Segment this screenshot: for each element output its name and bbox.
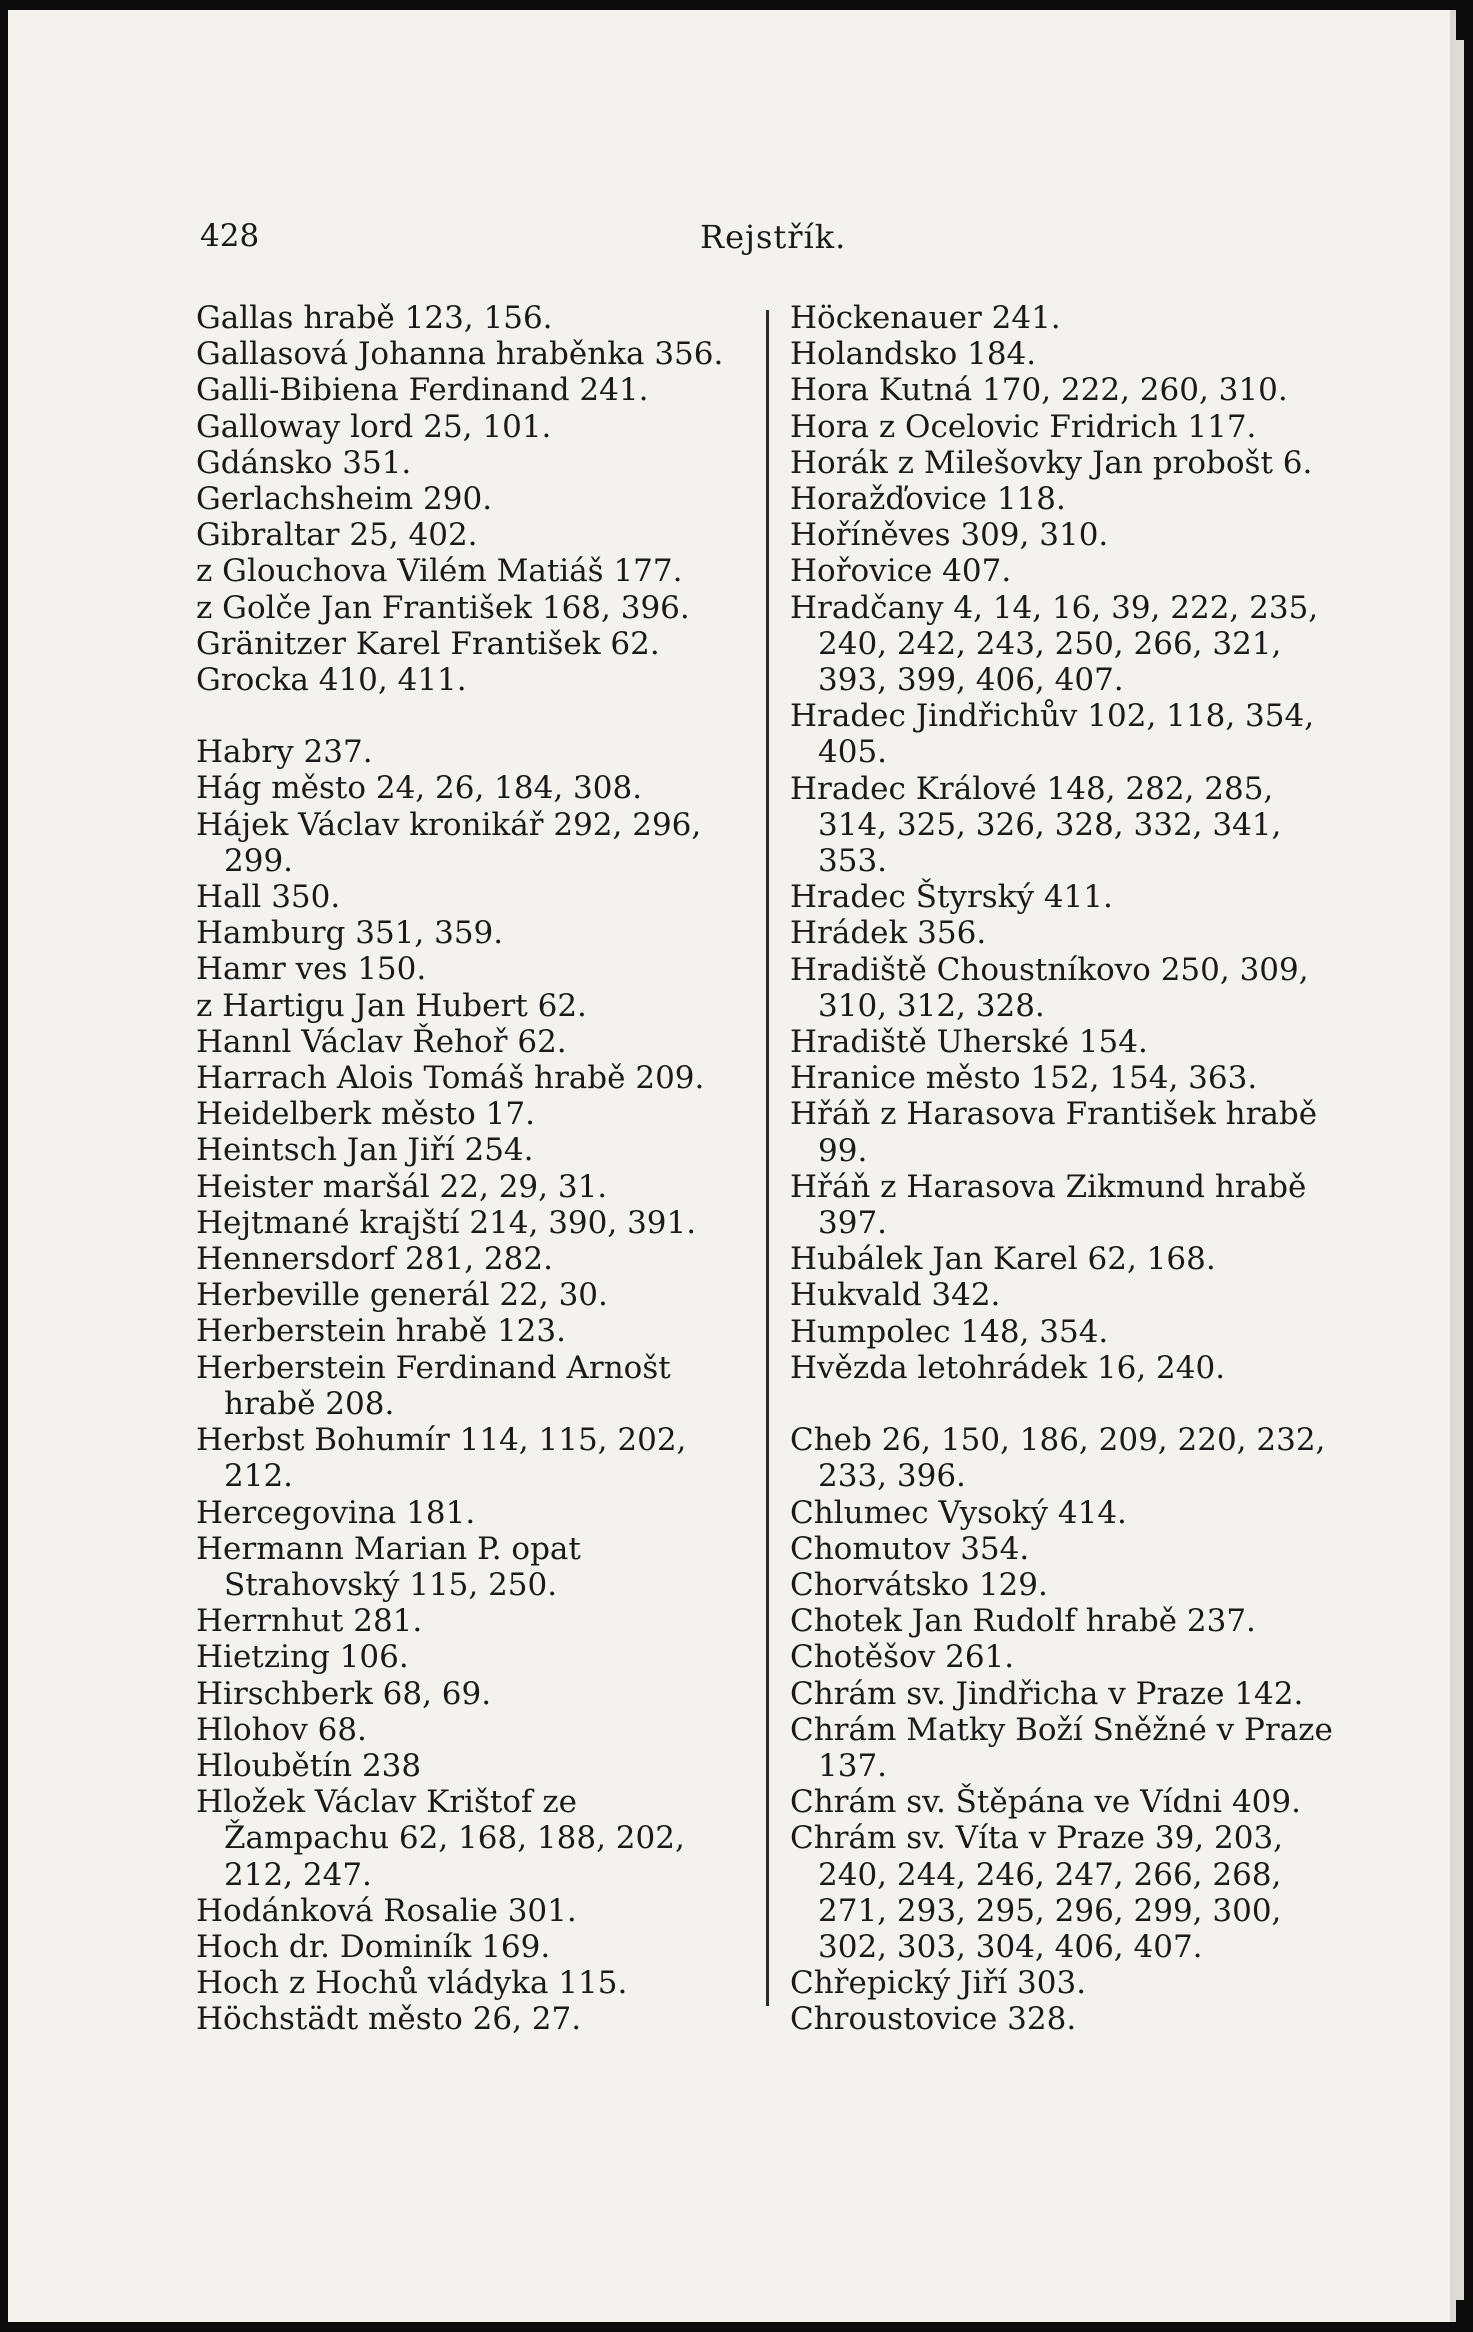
index-entry: Chomutov 354.: [790, 1530, 1030, 1567]
index-entry: Hermann Marian P. opat Strahovský 115, 250.: [196, 1530, 581, 1603]
index-column-right: [790, 300, 1350, 2038]
index-entry: Hoch dr. Dominík 169.: [196, 1928, 551, 1965]
page-header: [8, 218, 1450, 262]
index-entry: Hoch z Hochů vládyka 115.: [196, 1965, 628, 2002]
index-entry: Gränitzer Karel František 62.: [196, 625, 660, 662]
index-entry: Horažďovice 118.: [790, 481, 1066, 518]
index-entry: Hukvald 342.: [790, 1277, 1001, 1314]
index-entry: Hodánková Rosalie 301.: [196, 1892, 577, 1929]
section-gap: [790, 1386, 1350, 1422]
index-entry: Gallasová Johanna hraběnka 356.: [196, 336, 724, 373]
index-entry: Hradčany 4, 14, 16, 39, 222, 235, 240, 242, 243, 250, 266, 321, 393, 399, 406, 407.: [790, 589, 1319, 699]
index-entry: Hlohov 68.: [196, 1711, 367, 1748]
index-entry: Chotěšov 261.: [790, 1639, 1015, 1676]
index-entry: Hložek Václav Krištof ze Žampachu 62, 168, 188, 202, 212, 247.: [196, 1784, 685, 1893]
index-entry: Hájek Václav kronikář 292, 296, 299.: [196, 806, 702, 879]
index-entry: Hradec Jindřichův 102, 118, 354, 405.: [790, 698, 1315, 771]
index-entry: Galli-Bibiena Ferdinand 241.: [196, 372, 649, 409]
index-entry: Hall 350.: [196, 879, 341, 916]
index-entry: Hořovice 407.: [790, 553, 1012, 590]
index-entry: Chrám sv. Štěpána ve Vídni 409.: [790, 1784, 1301, 1821]
index-entry: Hannl Václav Řehoř 62.: [196, 1023, 567, 1060]
index-entry: Herberstein Ferdinand Arnošt hrabě 208.: [196, 1349, 671, 1422]
index-entry: Herberstein hrabě 123.: [196, 1313, 566, 1350]
index-entry: Cheb 26, 150, 186, 209, 220, 232, 233, 396.: [790, 1422, 1326, 1495]
index-entry: Chrám sv. Víta v Praze 39, 203, 240, 244, 246, 247, 266, 268, 271, 293, 295, 296, 299, 300, 302, 303, 304, 406, 407.: [790, 1820, 1284, 1965]
index-entry: Hradec Králové 148, 282, 285, 314, 325, 326, 328, 332, 341, 353.: [790, 770, 1282, 880]
index-entry: Hejtmané krajští 214, 390, 391.: [196, 1204, 697, 1241]
section-gap: [196, 698, 744, 734]
index-entry: Hřáň z Harasova František hrabě 99.: [790, 1096, 1318, 1169]
index-entry: Hág město 24, 26, 184, 308.: [196, 770, 643, 807]
index-page: [8, 10, 1456, 2322]
index-entry: Horák z Milešovky Jan probošt 6.: [790, 444, 1313, 481]
index-entry: Heintsch Jan Jiří 254.: [196, 1132, 534, 1169]
index-entry: Chrám Matky Boží Sněžné v Praze 137.: [790, 1711, 1333, 1784]
index-entry: Herbeville generál 22, 30.: [196, 1277, 608, 1314]
index-entry: z Hartigu Jan Hubert 62.: [196, 987, 587, 1024]
index-entry: Chrám sv. Jindřicha v Praze 142.: [790, 1675, 1304, 1712]
index-entry: Hloubětín 238: [196, 1747, 422, 1784]
index-entry: Heister maršál 22, 29, 31.: [196, 1168, 608, 1205]
index-entry: Hubálek Jan Karel 62, 168.: [790, 1241, 1216, 1278]
index-entry: Gallas hrabě 123, 156.: [196, 300, 553, 336]
page-number: 428: [200, 218, 260, 254]
column-divider: [766, 310, 769, 2006]
index-entry: Chřepický Jiří 303.: [790, 1965, 1087, 2002]
index-entry: Gerlachsheim 290.: [196, 481, 493, 518]
index-entry: Hradiště Uherské 154.: [790, 1024, 1148, 1061]
index-entry: Chlumec Vysoký 414.: [790, 1494, 1127, 1531]
index-entry: Heidelberk město 17.: [196, 1096, 535, 1133]
index-entry: Gdánsko 351.: [196, 444, 412, 481]
index-entry: z Glouchova Vilém Matiáš 177.: [196, 553, 683, 590]
index-entry: Hradiště Choustníkovo 250, 309, 310, 312, 328.: [790, 951, 1309, 1024]
index-entry: Herbst Bohumír 114, 115, 202, 212.: [196, 1422, 687, 1495]
index-entry: Hamr ves 150.: [196, 951, 427, 988]
index-entry: Hranice město 152, 154, 363.: [790, 1060, 1258, 1097]
index-entry: Galloway lord 25, 101.: [196, 408, 552, 445]
index-entry: Chroustovice 328.: [790, 2001, 1077, 2038]
index-entry: Hradec Štyrský 411.: [790, 879, 1113, 916]
index-entry: Habry 237.: [196, 734, 373, 771]
index-entry: Hennersdorf 281, 282.: [196, 1241, 553, 1278]
index-entry: Hercegovina 181.: [196, 1494, 476, 1531]
index-entry: Grocka 410, 411.: [196, 662, 467, 699]
index-entry: Hrádek 356.: [790, 915, 987, 952]
index-entry: Herrnhut 281.: [196, 1603, 423, 1640]
index-entry: Humpolec 148, 354.: [790, 1313, 1109, 1350]
index-entry: z Golče Jan František 168, 396.: [196, 589, 690, 626]
running-head: Rejstřík.: [700, 218, 847, 256]
index-entry: Hora z Ocelovic Fridrich 117.: [790, 408, 1257, 445]
index-entry: Chotek Jan Rudolf hrabě 237.: [790, 1603, 1256, 1640]
index-column-left: [196, 300, 744, 2038]
index-entry: Holandsko 184.: [790, 336, 1037, 373]
index-entry: Hřáň z Harasova Zikmund hrabě 397.: [790, 1168, 1307, 1242]
index-entry: Hamburg 351, 359.: [196, 915, 504, 952]
index-entry: Höckenauer 241.: [790, 300, 1061, 336]
index-entry: Hietzing 106.: [196, 1639, 409, 1676]
index-entry: Hoříněves 309, 310.: [790, 517, 1109, 554]
index-entry: Hvězda letohrádek 16, 240.: [790, 1349, 1226, 1386]
index-entry: Hirschberk 68, 69.: [196, 1675, 492, 1712]
index-entry: Chorvátsko 129.: [790, 1566, 1048, 1603]
index-entry: Gibraltar 25, 402.: [196, 517, 478, 554]
index-entry: Harrach Alois Tomáš hrabě 209.: [196, 1060, 705, 1097]
index-entry: Höchstädt město 26, 27.: [196, 2001, 582, 2038]
index-entry: Hora Kutná 170, 222, 260, 310.: [790, 372, 1288, 409]
